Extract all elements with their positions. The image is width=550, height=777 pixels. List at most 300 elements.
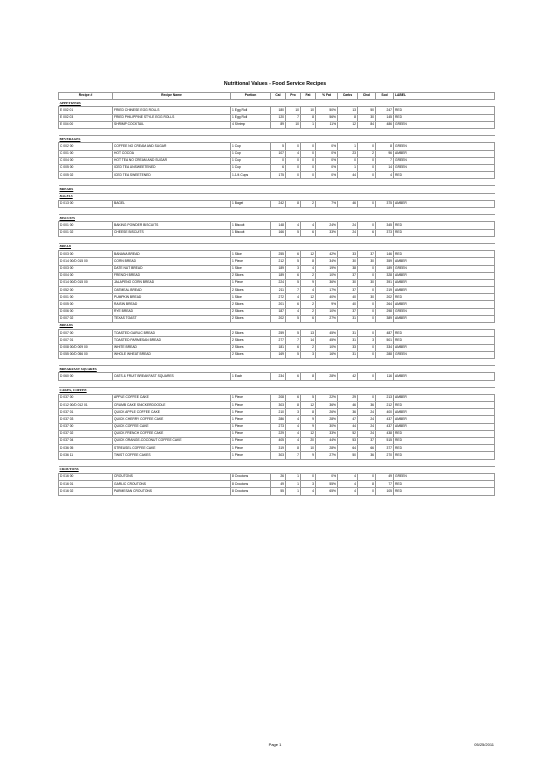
table-cell: 6 bbox=[286, 301, 301, 308]
table-cell: QUICK FRENCH COFFEE CAKE bbox=[113, 430, 231, 437]
table-row bbox=[59, 164, 495, 171]
table-cell: 1 bbox=[286, 473, 301, 480]
table-cell: D 055 00/D 056 00 bbox=[59, 351, 113, 358]
table-cell: 8 bbox=[301, 373, 316, 380]
table-cell: D 001 02 bbox=[59, 229, 113, 236]
section-label: CAKES, COFFEE bbox=[59, 387, 495, 394]
spacer-cell bbox=[59, 380, 495, 387]
table-cell: 1 bbox=[286, 488, 301, 495]
table-cell: 0 bbox=[358, 373, 376, 380]
table-cell: 0 bbox=[271, 157, 286, 164]
table-cell: WHOLE WHEAT BREAD bbox=[113, 351, 231, 358]
table-cell: 10 bbox=[286, 107, 301, 114]
table-cell: RED bbox=[394, 114, 495, 121]
table-cell: AMBER bbox=[394, 423, 495, 430]
table-cell: AMBER bbox=[394, 287, 495, 294]
table-cell: 0 bbox=[301, 172, 316, 179]
table-cell: 6 bbox=[301, 229, 316, 236]
table-cell: 22% bbox=[316, 394, 338, 401]
table-cell: 437 bbox=[376, 416, 394, 423]
table-cell: 24 bbox=[338, 222, 358, 229]
table-cell: 3 bbox=[286, 265, 301, 272]
table-cell: 272 bbox=[271, 294, 286, 301]
table-row bbox=[59, 416, 495, 423]
table-cell: STREUSEL COFFEE CAKE bbox=[113, 445, 231, 452]
table-cell: GREEN bbox=[394, 164, 495, 171]
table-cell: 10 bbox=[301, 445, 316, 452]
table-cell: 288 bbox=[376, 351, 394, 358]
table-row bbox=[59, 279, 495, 286]
table-cell: 36% bbox=[316, 402, 338, 409]
table-cell: 0 bbox=[338, 157, 358, 164]
col-portion: Portion bbox=[231, 93, 271, 100]
table-cell: 181 bbox=[271, 344, 286, 351]
table-cell: TWIST COFFEE CAKES bbox=[113, 452, 231, 459]
table-cell: 8 Croutons bbox=[231, 481, 271, 488]
table-cell: 4 bbox=[286, 423, 301, 430]
table-cell: 2 bbox=[301, 344, 316, 351]
table-cell: 30% bbox=[316, 423, 338, 430]
table-cell: GARLIC CROUTONS bbox=[113, 481, 231, 488]
table-cell: 1 Slice bbox=[231, 251, 271, 258]
table-cell: 116 bbox=[376, 373, 394, 380]
table-cell: 64 bbox=[338, 445, 358, 452]
table-cell: 12 bbox=[301, 251, 316, 258]
table-cell: 298 bbox=[376, 308, 394, 315]
table-cell: 389 bbox=[376, 315, 394, 322]
table-row bbox=[59, 150, 495, 157]
table-cell: 166 bbox=[271, 229, 286, 236]
table-cell: 1 Piece bbox=[231, 452, 271, 459]
table-cell: BAGEL bbox=[113, 200, 231, 207]
nutrition-table bbox=[58, 92, 495, 496]
table-cell: 14 bbox=[376, 164, 394, 171]
table-cell: D 036 11 bbox=[59, 452, 113, 459]
table-cell: 212 bbox=[376, 402, 394, 409]
table-cell: 12 bbox=[301, 402, 316, 409]
table-cell: AMBER bbox=[394, 150, 495, 157]
col-recipe-number: Recipe # bbox=[59, 93, 113, 100]
table-cell: 437 bbox=[376, 423, 394, 430]
table-cell: 3 bbox=[301, 351, 316, 358]
table-cell: AMBER bbox=[394, 416, 495, 423]
table-cell: 37 bbox=[338, 287, 358, 294]
table-cell: 3 bbox=[286, 409, 301, 416]
table-cell: PUMPKIN BREAD bbox=[113, 294, 231, 301]
table-cell: AMBER bbox=[394, 409, 495, 416]
table-cell: D 012 00/D 012 01 bbox=[59, 402, 113, 409]
table-cell: RED bbox=[394, 337, 495, 344]
table-cell: 2 bbox=[301, 272, 316, 279]
table-cell: 4 bbox=[286, 438, 301, 445]
table-cell: 12 bbox=[338, 121, 358, 128]
table-cell: RED bbox=[394, 445, 495, 452]
section-label: BREADS bbox=[59, 186, 495, 193]
table-cell: D 037 00 bbox=[59, 423, 113, 430]
table-cell: HOT TEA NO CREAM AND SUGAR bbox=[113, 157, 231, 164]
table-cell: 9 bbox=[301, 416, 316, 423]
table-cell: OATS & FRUIT BREAKFAST SQUARES bbox=[113, 373, 231, 380]
table-cell: 77 bbox=[376, 481, 394, 488]
table-cell: 0% bbox=[316, 164, 338, 171]
table-cell: 2 Slices bbox=[231, 351, 271, 358]
table-cell: 1 bbox=[301, 121, 316, 128]
table-cell: 4 bbox=[286, 294, 301, 301]
table-cell: 36 bbox=[358, 402, 376, 409]
table-cell: 44 bbox=[338, 172, 358, 179]
table-cell: D 037 01 bbox=[59, 409, 113, 416]
table-cell: 180 bbox=[271, 107, 286, 114]
section-label: BREAD bbox=[59, 243, 495, 250]
table-cell: 44 bbox=[338, 423, 358, 430]
table-cell: 1 Slice bbox=[231, 265, 271, 272]
table-cell: 202 bbox=[271, 315, 286, 322]
table-row bbox=[59, 445, 495, 452]
table-cell: 8 Croutons bbox=[231, 488, 271, 495]
table-cell: 6 bbox=[286, 394, 301, 401]
table-cell: D 037 03 bbox=[59, 416, 113, 423]
table-cell: 13 bbox=[301, 330, 316, 337]
table-cell: 24 bbox=[338, 229, 358, 236]
spacer-row bbox=[59, 380, 495, 387]
table-cell: D 008 00/D 009 00 bbox=[59, 344, 113, 351]
table-cell: D 037 00 bbox=[59, 394, 113, 401]
table-cell: QUICK APPLE COFFEE CAKE bbox=[113, 409, 231, 416]
table-cell: 175 bbox=[271, 172, 286, 179]
table-cell: 328 bbox=[376, 272, 394, 279]
section-label: CROUTONS bbox=[59, 466, 495, 473]
table-cell: 1 Piece bbox=[231, 402, 271, 409]
section-label: BREADS bbox=[59, 323, 495, 330]
table-cell: D 037 02 bbox=[59, 430, 113, 437]
table-cell: 0 bbox=[301, 473, 316, 480]
table-cell: 33% bbox=[316, 229, 338, 236]
table-cell: 8 bbox=[338, 114, 358, 121]
table-cell: 33% bbox=[316, 430, 338, 437]
table-cell: RED bbox=[394, 438, 495, 445]
table-cell: 52 bbox=[338, 430, 358, 437]
table-row bbox=[59, 373, 495, 380]
table-cell: 273 bbox=[271, 423, 286, 430]
table-cell: 400 bbox=[376, 409, 394, 416]
table-cell: 405 bbox=[271, 438, 286, 445]
table-row bbox=[59, 294, 495, 301]
table-cell: 30 bbox=[358, 258, 376, 265]
table-cell: 229 bbox=[271, 430, 286, 437]
table-cell: D 004 00 bbox=[59, 272, 113, 279]
table-cell: 2 bbox=[301, 200, 316, 207]
table-cell: 219 bbox=[376, 287, 394, 294]
table-cell: RED bbox=[394, 481, 495, 488]
table-cell: 0 bbox=[358, 308, 376, 315]
table-cell: 8 bbox=[301, 409, 316, 416]
table-cell: 38 bbox=[338, 265, 358, 272]
table-row bbox=[59, 222, 495, 229]
table-cell: GREEN bbox=[394, 265, 495, 272]
table-cell: C 005 00 bbox=[59, 164, 113, 171]
table-cell: RYE BREAD bbox=[113, 308, 231, 315]
table-cell: 146 bbox=[376, 251, 394, 258]
table-row bbox=[59, 481, 495, 488]
table-cell: 3 bbox=[358, 337, 376, 344]
table-cell: 4 bbox=[301, 488, 316, 495]
table-cell: D 007 00 bbox=[59, 330, 113, 337]
table-row bbox=[59, 272, 495, 279]
table-cell: 47 bbox=[338, 416, 358, 423]
table-cell: 20 bbox=[301, 438, 316, 445]
table-cell: 7 bbox=[376, 157, 394, 164]
table-cell: RED bbox=[394, 294, 495, 301]
col-recipe-name: Recipe Name bbox=[113, 93, 231, 100]
table-cell: 377 bbox=[376, 445, 394, 452]
table-cell: 0 bbox=[286, 172, 301, 179]
table-cell: ICED TEA UNSWEETENED bbox=[113, 164, 231, 171]
table-cell: 28% bbox=[316, 445, 338, 452]
table-cell: 36% bbox=[316, 279, 338, 286]
section-heading bbox=[59, 366, 495, 373]
spacer-cell bbox=[59, 208, 495, 215]
table-cell: 2 Slices bbox=[231, 272, 271, 279]
table-cell: D 016 02 bbox=[59, 488, 113, 495]
table-cell: 0 bbox=[358, 287, 376, 294]
table-cell: 0 bbox=[358, 222, 376, 229]
table-cell: 255 bbox=[271, 251, 286, 258]
table-cell: 55% bbox=[316, 481, 338, 488]
table-cell: C 002 00 bbox=[59, 143, 113, 150]
table-cell: CORN BREAD bbox=[113, 258, 231, 265]
table-cell: 4 bbox=[301, 265, 316, 272]
table-cell: 1 Piece bbox=[231, 445, 271, 452]
table-cell: 23 bbox=[338, 150, 358, 157]
col-label: LABEL bbox=[394, 93, 495, 100]
table-cell: 107 bbox=[271, 150, 286, 157]
table-row bbox=[59, 251, 495, 258]
table-cell: 46 bbox=[338, 200, 358, 207]
spacer-row bbox=[59, 459, 495, 466]
table-cell: 36 bbox=[358, 452, 376, 459]
table-cell: 11% bbox=[316, 121, 338, 128]
table-cell: RED bbox=[394, 229, 495, 236]
table-cell: 334 bbox=[376, 344, 394, 351]
table-cell: 0 bbox=[358, 301, 376, 308]
table-cell: 0 bbox=[286, 143, 301, 150]
table-cell: 66 bbox=[358, 445, 376, 452]
table-cell: 9 bbox=[301, 279, 316, 286]
table-cell: 148 bbox=[271, 222, 286, 229]
table-cell: 0 bbox=[286, 157, 301, 164]
table-cell: 1 Piece bbox=[231, 416, 271, 423]
table-cell: 0 bbox=[358, 315, 376, 322]
table-cell: 40 bbox=[338, 301, 358, 308]
table-cell: FRIED PHILIPPINE STYLE EGG ROLLS bbox=[113, 114, 231, 121]
table-cell: AMBER bbox=[394, 373, 495, 380]
table-cell: 0% bbox=[316, 172, 338, 179]
table-cell: GREEN bbox=[394, 143, 495, 150]
table-cell: 5 bbox=[301, 394, 316, 401]
table-row bbox=[59, 308, 495, 315]
table-cell: 2 Slices bbox=[231, 301, 271, 308]
table-cell: 30 bbox=[338, 279, 358, 286]
table-row bbox=[59, 172, 495, 179]
spacer-row bbox=[59, 236, 495, 243]
table-cell: 0% bbox=[316, 157, 338, 164]
table-cell: 4 bbox=[286, 430, 301, 437]
table-cell: 26% bbox=[316, 409, 338, 416]
table-cell: 27% bbox=[316, 452, 338, 459]
table-cell: CRUMB CAKE SNICKERDOODLE bbox=[113, 402, 231, 409]
table-cell: 29 bbox=[338, 394, 358, 401]
table-cell: 1-1/4 Cups bbox=[231, 172, 271, 179]
table-cell: 45% bbox=[316, 337, 338, 344]
spacer-row bbox=[59, 128, 495, 135]
table-cell: 0 bbox=[358, 344, 376, 351]
table-cell: D 005 00 bbox=[59, 301, 113, 308]
table-cell: 487 bbox=[376, 330, 394, 337]
table-cell: 24% bbox=[316, 222, 338, 229]
table-cell: 0 bbox=[358, 330, 376, 337]
table-cell: PARMESAN CROUTONS bbox=[113, 488, 231, 495]
table-cell: RED bbox=[394, 430, 495, 437]
table-cell: 259 bbox=[271, 330, 286, 337]
table-cell: DATE NUT BREAD bbox=[113, 265, 231, 272]
table-cell: 5 bbox=[286, 279, 301, 286]
table-cell: 189 bbox=[376, 265, 394, 272]
table-cell: 65% bbox=[316, 488, 338, 495]
table-cell: 24 bbox=[358, 416, 376, 423]
table-cell: TOASTED GARLIC BREAD bbox=[113, 330, 231, 337]
table-cell: 33 bbox=[338, 251, 358, 258]
table-cell: 1 Each bbox=[231, 373, 271, 380]
table-cell: 50 bbox=[358, 107, 376, 114]
table-cell: 5 bbox=[286, 315, 301, 322]
table-cell: 7 bbox=[286, 287, 301, 294]
table-cell: 247 bbox=[376, 107, 394, 114]
table-cell: D 007 01 bbox=[59, 337, 113, 344]
table-cell: 8 bbox=[286, 445, 301, 452]
table-cell: 8 bbox=[376, 143, 394, 150]
table-cell: D 037 04 bbox=[59, 438, 113, 445]
table-row bbox=[59, 287, 495, 294]
col-carbs: Carbs bbox=[338, 93, 358, 100]
table-cell: COFFEE NO CREAM AND SUGAR bbox=[113, 143, 231, 150]
table-cell: 8 bbox=[286, 402, 301, 409]
table-cell: E 002 03 bbox=[59, 114, 113, 121]
table-row bbox=[59, 200, 495, 207]
table-cell: 10% bbox=[316, 272, 338, 279]
table-cell: AMBER bbox=[394, 315, 495, 322]
table-cell: 50% bbox=[316, 107, 338, 114]
table-cell: 210 bbox=[271, 409, 286, 416]
table-row bbox=[59, 301, 495, 308]
table-cell: 189 bbox=[271, 265, 286, 272]
table-cell: 40% bbox=[316, 294, 338, 301]
table-cell: AMBER bbox=[394, 301, 495, 308]
section-label: BISCUITS bbox=[59, 215, 495, 222]
table-cell: 1 bbox=[286, 481, 301, 488]
table-cell: 7% bbox=[316, 200, 338, 207]
table-cell: BAKING POWDER BISCUITS bbox=[113, 222, 231, 229]
section-heading bbox=[59, 100, 495, 107]
table-cell: CROUTONS bbox=[113, 473, 231, 480]
table-row bbox=[59, 430, 495, 437]
table-cell: D 006 00 bbox=[59, 308, 113, 315]
table-cell: E 002 01 bbox=[59, 107, 113, 114]
table-cell: 26 bbox=[271, 473, 286, 480]
table-cell: 17% bbox=[316, 287, 338, 294]
table-cell: 1 Egg Roll bbox=[231, 107, 271, 114]
table-cell: RED bbox=[394, 330, 495, 337]
report-title: Nutritional Values - Food Service Recipes bbox=[223, 81, 327, 87]
table-row bbox=[59, 157, 495, 164]
table-cell: 30 bbox=[338, 258, 358, 265]
table-cell: 373 bbox=[376, 229, 394, 236]
table-cell: 5 bbox=[286, 351, 301, 358]
table-cell: 9 bbox=[301, 423, 316, 430]
table-cell: D 014 00/D 015 00 bbox=[59, 279, 113, 286]
table-cell: 16% bbox=[316, 351, 338, 358]
section-heading bbox=[59, 136, 495, 143]
table-cell: 2 bbox=[358, 150, 376, 157]
table-cell: 2 Slices bbox=[231, 330, 271, 337]
table-cell: 28% bbox=[316, 373, 338, 380]
table-cell: 303 bbox=[271, 452, 286, 459]
table-cell: 224 bbox=[271, 279, 286, 286]
table-cell: QUICK CHERRY COFFEE CAKE bbox=[113, 416, 231, 423]
table-cell: C 004 00 bbox=[59, 157, 113, 164]
table-cell: 0 bbox=[358, 164, 376, 171]
table-cell: 1 Slice bbox=[231, 294, 271, 301]
table-cell: 56% bbox=[316, 114, 338, 121]
table-cell: 1 Biscuit bbox=[231, 222, 271, 229]
table-row bbox=[59, 107, 495, 114]
table-cell: 49 bbox=[271, 481, 286, 488]
table-cell: 303 bbox=[271, 402, 286, 409]
table-cell: 6 bbox=[271, 164, 286, 171]
table-cell: 53 bbox=[338, 438, 358, 445]
table-cell: QUICK ORANGE-COCONUT COFFEE CAKE bbox=[113, 438, 231, 445]
table-cell: 1 bbox=[338, 143, 358, 150]
table-cell: 14 bbox=[301, 337, 316, 344]
table-cell: 37 bbox=[358, 438, 376, 445]
table-cell: 31 bbox=[338, 315, 358, 322]
table-cell: 202 bbox=[376, 294, 394, 301]
table-cell: 501 bbox=[376, 337, 394, 344]
table-cell: 10% bbox=[316, 308, 338, 315]
table-cell: 5 bbox=[271, 143, 286, 150]
table-cell: D 052 00 bbox=[59, 287, 113, 294]
table-cell: D 001 00 bbox=[59, 294, 113, 301]
col-sod: Sod bbox=[376, 93, 394, 100]
table-cell: 1 Piece bbox=[231, 409, 271, 416]
table-cell: 2 bbox=[301, 301, 316, 308]
table-cell: 2 bbox=[301, 308, 316, 315]
table-cell: 1 Piece bbox=[231, 423, 271, 430]
table-cell: SHRIMP COCKTAIL bbox=[113, 121, 231, 128]
table-cell: 391 bbox=[376, 279, 394, 286]
table-cell: 2 Slices bbox=[231, 315, 271, 322]
table-cell: 242 bbox=[271, 200, 286, 207]
table-body bbox=[59, 100, 495, 495]
table-cell: 0 bbox=[301, 164, 316, 171]
section-label: BREAKFAST SQUARES bbox=[59, 366, 495, 373]
table-cell: D 016 01 bbox=[59, 481, 113, 488]
col-chol: Chol bbox=[358, 93, 376, 100]
table-cell: 1 Cup bbox=[231, 157, 271, 164]
col-cal: Cal bbox=[271, 93, 286, 100]
table-cell: 4 bbox=[338, 473, 358, 480]
table-cell: ICED TEA SWEETENED bbox=[113, 172, 231, 179]
table-cell: 208 bbox=[271, 394, 286, 401]
